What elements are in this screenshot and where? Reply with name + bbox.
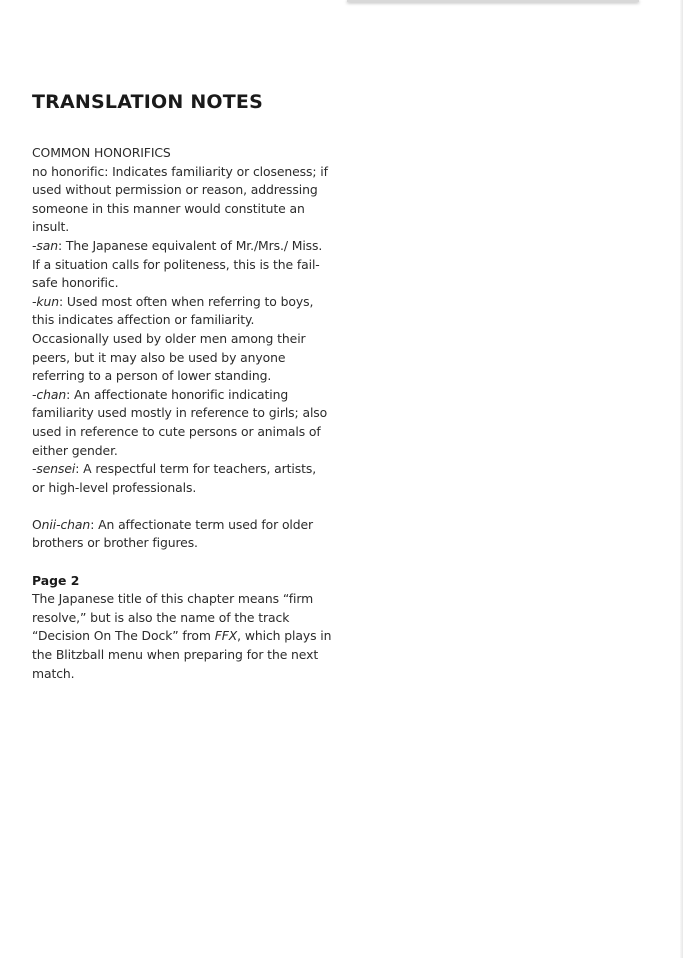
onii-definition: : An affectionate term used for older brothers or brother figures. [32,516,314,551]
separator: : [75,461,84,477]
honorific-term: -san [32,237,58,253]
separator: : [58,293,67,309]
game-title: FFX [214,628,238,644]
honorific-term: -chan [32,386,67,402]
onii-chan-entry [32,516,332,553]
page-2-note [32,590,332,683]
separator: : [66,386,75,402]
separator: : [104,163,113,179]
page-2-text-after: , which plays in the Blitzball menu when preparing for the next match. [32,628,332,681]
paragraph-gap [32,553,332,572]
honorific-term: -kun [32,293,59,309]
honorifics-heading: COMMON HONORIFICS [32,145,171,160]
honorific-term: -sensei [32,461,76,477]
paragraph-gap [32,497,332,516]
honorific-entry-chan [32,386,332,460]
honorific-entry-kun [32,293,332,386]
honorific-definition: Used most often when referring to boys, this indicates affection or familiarity. Occasionally used by older men among their peers, but it may also be used by anyone referring to a person of lower standing. [32,293,314,384]
page-2-text-before: The Japanese title of this chapter means “firm resolve,” but is also the name of the track “Decision On The Dock” from [32,591,314,644]
honorific-definition: An affectionate honorific indicating familiarity used mostly in reference to girls; also used in reference to cute persons or animals of either gender. [32,386,328,458]
onii-first-letter: O [32,516,42,532]
honorific-definition: The Japanese equivalent of Mr./Mrs./ Miss. If a situation calls for politeness, this is the fail-safe honorific. [32,237,323,291]
honorific-entry-san [32,237,332,293]
onii-term: nii-chan [41,516,91,532]
honorific-term: no honorific [32,163,105,179]
honorific-definition: A respectful term for teachers, artists, or high-level professionals. [32,461,317,495]
honorific-entry-sensei [32,460,332,497]
page-title: TRANSLATION NOTES [32,91,263,113]
page-2-heading: Page 2 [32,572,80,588]
separator: : [57,237,66,253]
honorific-definition: Indicates familiarity or closeness; if used without permission or reason, addressing someone in this manner would constitute an insult. [32,163,328,235]
translation-notes-page [32,88,332,683]
previous-page-edge [347,0,639,2]
honorific-entry-none [32,163,332,237]
